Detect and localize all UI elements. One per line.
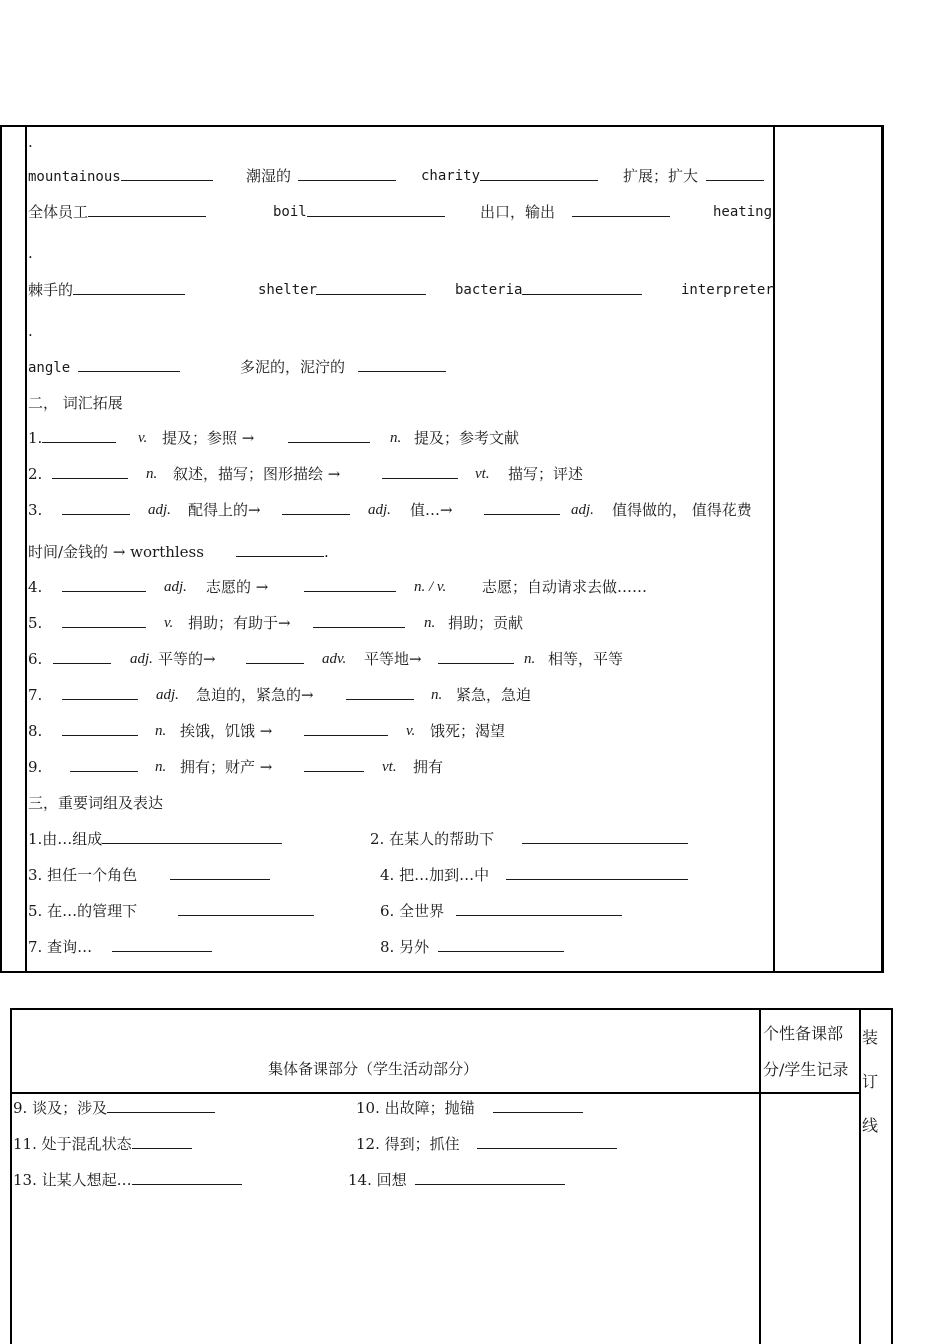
answer-blank[interactable]	[178, 901, 314, 916]
table2-right-border	[891, 1008, 893, 1344]
table1-inner-left-border	[25, 125, 27, 973]
list-item: 5. v. 捐助；有助于→ n. 捐助；贡献	[28, 614, 524, 632]
answer-blank[interactable]	[282, 500, 350, 515]
vocab-word: boil	[273, 204, 307, 220]
table1-divider	[773, 125, 775, 973]
answer-blank[interactable]	[62, 685, 138, 700]
answer-blank[interactable]	[78, 357, 180, 372]
list-item: 7. adj. 急迫的，紧急的→ n. 紧急，急迫	[28, 686, 532, 704]
list-item: 8. n. 挨饿，饥饿 → v. 饿死；渴望	[28, 722, 506, 740]
answer-blank[interactable]	[42, 428, 116, 443]
table2-side-divider	[759, 1008, 761, 1344]
answer-blank[interactable]	[304, 721, 388, 736]
phrase-row: 7. 查询… 8. 另外	[28, 937, 773, 957]
vocab-row-4	[28, 357, 773, 378]
vocab-word: interpreter	[681, 282, 774, 298]
answer-blank[interactable]	[506, 865, 688, 880]
answer-blank[interactable]	[706, 166, 764, 181]
vocab-word: 多泥的，泥泞的	[240, 358, 346, 376]
answer-blank[interactable]	[170, 865, 270, 880]
phrase-row: 9. 谈及；涉及 10. 出故障；抛锚	[13, 1098, 758, 1118]
answer-blank[interactable]	[415, 1170, 565, 1185]
answer-blank[interactable]	[484, 500, 560, 515]
answer-blank[interactable]	[456, 901, 622, 916]
answer-blank[interactable]	[132, 1170, 242, 1185]
answer-blank[interactable]	[62, 721, 138, 736]
leading-dot-3: .	[28, 322, 33, 340]
answer-blank[interactable]	[298, 166, 396, 181]
answer-blank[interactable]	[522, 829, 688, 844]
list-item: 9. n. 拥有；财产 → vt. 拥有	[28, 758, 444, 776]
vocab-word: 出口，输出	[480, 203, 556, 221]
section2-title: 二， 词汇拓展	[28, 394, 123, 412]
answer-blank[interactable]	[73, 280, 185, 295]
table2-left-border	[10, 1008, 12, 1344]
phrase-row: 13. 让某人想起… 14. 回想	[13, 1170, 758, 1190]
answer-blank[interactable]	[246, 649, 304, 664]
answer-blank[interactable]	[304, 757, 364, 772]
answer-blank[interactable]	[522, 280, 642, 295]
vocab-word: charity	[421, 168, 481, 184]
answer-blank[interactable]	[107, 1098, 215, 1113]
answer-blank[interactable]	[288, 428, 370, 443]
answer-blank[interactable]	[316, 280, 426, 295]
answer-blank[interactable]	[62, 613, 146, 628]
vocab-word: 潮湿的	[246, 167, 292, 185]
vocab-word: angle	[28, 360, 71, 376]
list-item: 6. adj. 平等的→ adv. 平等地→ n. 相等，平等	[28, 650, 624, 668]
phrase-row: 5. 在…的管理下 6. 全世界	[28, 901, 773, 921]
table1-top-border	[0, 125, 884, 127]
answer-blank[interactable]	[62, 500, 130, 515]
answer-blank[interactable]	[88, 202, 206, 217]
answer-blank[interactable]	[53, 649, 111, 664]
answer-blank[interactable]	[132, 1134, 192, 1149]
vocab-word: 全体员工	[28, 203, 89, 221]
answer-blank[interactable]	[493, 1098, 583, 1113]
binding-line-label: 装订线	[862, 1028, 879, 1135]
lesson-prep-header: 集体备课部分（学生活动部分）	[268, 1060, 479, 1078]
list-item: 4. adj. 志愿的 → n. / v. 志愿；自动请求去做……	[28, 578, 648, 596]
answer-blank[interactable]	[438, 649, 514, 664]
list-item: 2. n. 叙述，描写；图形描绘 → vt. 描写；评述	[28, 465, 584, 483]
vocab-row-1	[28, 166, 773, 187]
vocab-row-3	[28, 280, 773, 300]
vocab-word: 棘手的	[28, 281, 74, 299]
table1-right-border	[881, 125, 884, 973]
leading-dot-2: .	[28, 244, 33, 262]
answer-blank[interactable]	[438, 937, 564, 952]
phrase-row: 3. 担任一个角色 4. 把…加到…中	[28, 865, 773, 885]
answer-blank[interactable]	[52, 464, 128, 479]
phrase-row: 11. 处于混乱状态 12. 得到；抓住	[13, 1134, 758, 1154]
table1-left-border	[0, 125, 2, 973]
answer-blank[interactable]	[70, 757, 138, 772]
answer-blank[interactable]	[346, 685, 414, 700]
table1-bottom-border	[0, 971, 884, 973]
answer-blank[interactable]	[572, 202, 670, 217]
phrase-row: 1.由…组成 2. 在某人的帮助下	[28, 829, 773, 849]
answer-blank[interactable]	[313, 613, 405, 628]
answer-blank[interactable]	[307, 202, 445, 217]
answer-blank[interactable]	[382, 464, 458, 479]
section3-title: 三，重要词组及表达	[28, 794, 164, 812]
list-item-continued: 时间/金钱的 → worthless .	[28, 543, 329, 561]
answer-blank[interactable]	[304, 577, 396, 592]
vocab-word: heating	[713, 204, 773, 220]
list-item: 1. v. 提及；参照 → n. 提及；参考文献	[28, 429, 520, 447]
answer-blank[interactable]	[358, 357, 446, 372]
table2-binding-divider	[859, 1008, 861, 1344]
vocab-word: 扩展；扩大	[623, 167, 699, 185]
answer-blank[interactable]	[121, 166, 213, 181]
answer-blank[interactable]	[477, 1134, 617, 1149]
answer-blank[interactable]	[102, 829, 282, 844]
answer-blank[interactable]	[480, 166, 598, 181]
vocab-word: mountainous	[28, 169, 121, 185]
vocab-row-2	[28, 202, 773, 222]
list-item: 3. adj. 配得上的→ adj. 值…→ adj. 值得做的， 值得花费	[28, 501, 752, 519]
answer-blank[interactable]	[236, 542, 324, 557]
leading-dot-1: .	[28, 133, 33, 151]
personal-prep-header: 个性备课部分/学生记录	[763, 1024, 849, 1079]
vocab-word: bacteria	[455, 282, 523, 298]
table2-header-divider	[10, 1092, 860, 1094]
answer-blank[interactable]	[62, 577, 146, 592]
vocab-word: shelter	[258, 282, 318, 298]
answer-blank[interactable]	[112, 937, 212, 952]
